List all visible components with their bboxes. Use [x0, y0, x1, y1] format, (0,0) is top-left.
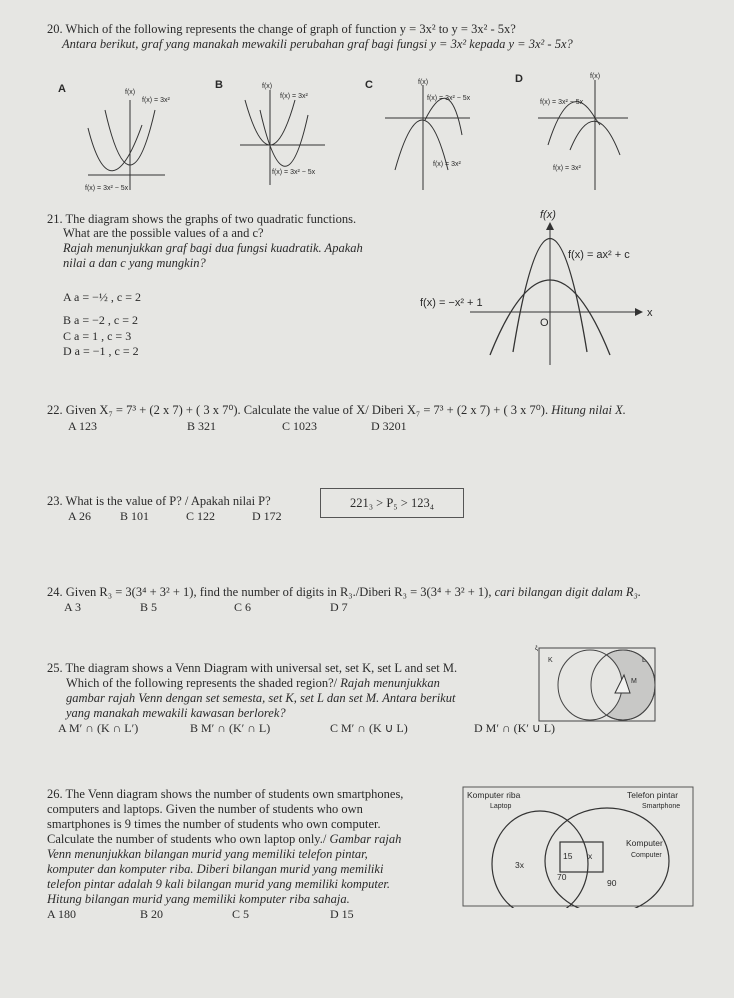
q21-question-ms-2: nilai a dan c yang mungkin?	[63, 256, 206, 270]
svg-text:K: K	[548, 657, 553, 664]
q21-question-ms: Rajah menunjukkan graf bagi dua fungsi kuadratik. Apakah	[63, 241, 363, 255]
svg-text:Laptop: Laptop	[490, 803, 512, 810]
q20-graphs	[50, 70, 690, 195]
svg-text:Computer: Computer	[631, 852, 662, 859]
q25-question-1: 25. The diagram shows a Venn Diagram with universal set, set K, set L and set M.	[47, 661, 458, 675]
q21-question-en-2: What are the possible values of a and c?	[63, 226, 264, 240]
q24-option-d[interactable]: D 7	[330, 600, 348, 614]
q26-question-5: Venn menunjukkan bilangan murid yang memiliki telefon pintar,	[47, 847, 368, 861]
q26-option-c[interactable]: C 5	[232, 907, 250, 921]
q22-question: 22. Given X₇ = 7³ + (2 x 7) + ( 3 x 7⁰). Calculate the value of X/ Diberi X₇ = 7³ + (2 x 7) + ( 3 x 7⁰). Hitung nilai X.	[47, 403, 626, 417]
svg-text:Komputer riba: Komputer riba	[467, 790, 521, 800]
svg-text:f(x) = 3x²: f(x) = 3x²	[280, 93, 308, 100]
svg-text:f(x) = 3x²: f(x) = 3x²	[553, 165, 581, 172]
q26-question-8: Hitung bilangan murid yang memiliki komputer riba sahaja.	[47, 892, 350, 906]
function-label: f(x) = 3x² − 5x	[85, 185, 129, 192]
svg-text:15: 15	[563, 851, 573, 861]
svg-text:ξ: ξ	[535, 645, 539, 652]
q20-option-a[interactable]	[58, 83, 170, 192]
q26-option-b[interactable]: B 20	[140, 907, 164, 921]
q24-question: 24. Given R₃ = 3(3⁴ + 3² + 1), find the number of digits in R₃./Diberi R₃ = 3(3⁴ + 3² + 1), cari bilangan digit dalam R₃.	[47, 585, 641, 599]
q26-option-a[interactable]: A 180	[47, 907, 77, 921]
q21-option-a[interactable]: A a = −½ , c = 2	[63, 290, 141, 304]
svg-text:f(x) = ax² + c: f(x) = ax² + c	[568, 249, 630, 261]
svg-text:x: x	[588, 851, 593, 861]
q26-question-2: computers and laptops. Given the number of students who own	[47, 802, 363, 816]
q21-option-c[interactable]: C a = 1 , c = 3	[63, 329, 132, 343]
q22-option-b[interactable]: B 321	[187, 419, 217, 433]
svg-text:f(x) = 3x² − 5x: f(x) = 3x² − 5x	[272, 169, 316, 176]
q24-option-b[interactable]: B 5	[140, 600, 158, 614]
q26-venn-diagram	[462, 786, 694, 908]
q20-question-en: 20. Which of the following represents the change of graph of function y = 3x² to y = 3x² - 5x?	[47, 22, 516, 36]
svg-text:f(x) = 3x²: f(x) = 3x²	[433, 161, 461, 168]
q22-option-a[interactable]: A 123	[68, 419, 98, 433]
svg-text:M: M	[631, 678, 637, 685]
q21-graph	[410, 200, 670, 365]
svg-text:L: L	[642, 657, 646, 664]
q20-question-ms: Antara berikut, graf yang manakah mewakili perubahan graf bagi fungsi y = 3x² kepada y = 3x² - 5x?	[62, 37, 573, 51]
q25-option-b[interactable]: B M′ ∩ (K′ ∩ L)	[190, 721, 271, 735]
q25-option-c[interactable]: C M′ ∩ (K ∪ L)	[330, 721, 408, 735]
svg-text:f(x): f(x)	[262, 83, 273, 90]
svg-text:O: O	[540, 317, 549, 329]
svg-text:B: B	[215, 79, 223, 91]
q24-option-a[interactable]: A 3	[64, 600, 82, 614]
q20-option-b[interactable]	[215, 79, 325, 185]
svg-text:f(x): f(x)	[590, 73, 601, 80]
svg-text:Komputer: Komputer	[626, 838, 663, 848]
q22-option-d[interactable]: D 3201	[371, 419, 407, 433]
q23-option-b[interactable]: B 101	[120, 509, 150, 523]
q26-question-3: smartphones is 9 times the number of students who own computer.	[47, 817, 381, 831]
q20-option-d[interactable]	[515, 73, 628, 190]
q26-question-1: 26. The Venn diagram shows the number of students own smartphones,	[47, 787, 404, 801]
q25-option-d[interactable]: D M′ ∩ (K′ ∪ L)	[474, 721, 556, 735]
q23-option-c[interactable]: C 122	[186, 509, 216, 523]
svg-text:3x: 3x	[515, 860, 524, 870]
svg-text:70: 70	[557, 872, 567, 882]
q21-option-b[interactable]: B a = −2 , c = 2	[63, 313, 138, 327]
q25-question-3: gambar rajah Venn dengan set semesta, set K, set L dan set M. Antara berikut	[66, 691, 456, 705]
svg-text:f(x): f(x)	[540, 209, 556, 221]
q22-option-c[interactable]: C 1023	[282, 419, 318, 433]
q23-option-d[interactable]: D 172	[252, 509, 282, 523]
svg-text:Telefon pintar: Telefon pintar	[627, 790, 679, 800]
q20-option-c[interactable]	[365, 79, 471, 190]
svg-text:f(x) = −x² + 1: f(x) = −x² + 1	[420, 297, 483, 309]
svg-text:x: x	[647, 307, 653, 319]
axis-label: f(x)	[125, 89, 136, 96]
svg-text:90: 90	[607, 878, 617, 888]
q25-venn-diagram	[535, 645, 660, 725]
q25-question-4: yang manakah mewakili kawasan berlorek?	[66, 706, 286, 720]
svg-text:f(x) = 3x² − 5x: f(x) = 3x² − 5x	[540, 99, 584, 106]
svg-text:D: D	[515, 73, 523, 85]
q21-question-en: 21. The diagram shows the graphs of two quadratic functions.	[47, 212, 357, 226]
q23-question: 23. What is the value of P? / Apakah nilai P?	[47, 494, 271, 508]
option-letter: A	[58, 83, 66, 95]
q25-question-2: Which of the following represents the shaded region?/ Rajah menunjukkan	[66, 676, 440, 690]
function-label: f(x) = 3x²	[142, 97, 170, 104]
svg-text:f(x): f(x)	[418, 79, 429, 86]
q23-inequality-box: 221₃ > P₅ > 123₄	[320, 488, 464, 518]
svg-text:Smartphone: Smartphone	[642, 803, 681, 810]
q26-question-7: telefon pintar adalah 9 kali bilangan murid yang memiliki komputer.	[47, 877, 391, 891]
svg-text:f(x) = 3x² − 5x: f(x) = 3x² − 5x	[427, 95, 471, 102]
q26-option-d[interactable]: D 15	[330, 907, 354, 921]
q24-option-c[interactable]: C 6	[234, 600, 252, 614]
q25-option-a[interactable]: A M′ ∩ (K ∩ L′)	[58, 721, 139, 735]
q21-option-d[interactable]: D a = −1 , c = 2	[63, 344, 139, 358]
svg-text:C: C	[365, 79, 373, 91]
q26-question-6: komputer dan komputer riba. Diberi bilangan murid yang memiliki	[47, 862, 384, 876]
q23-option-a[interactable]: A 26	[68, 509, 92, 523]
q26-question-4: Calculate the number of students who own laptop only./ Gambar rajah	[47, 832, 402, 846]
